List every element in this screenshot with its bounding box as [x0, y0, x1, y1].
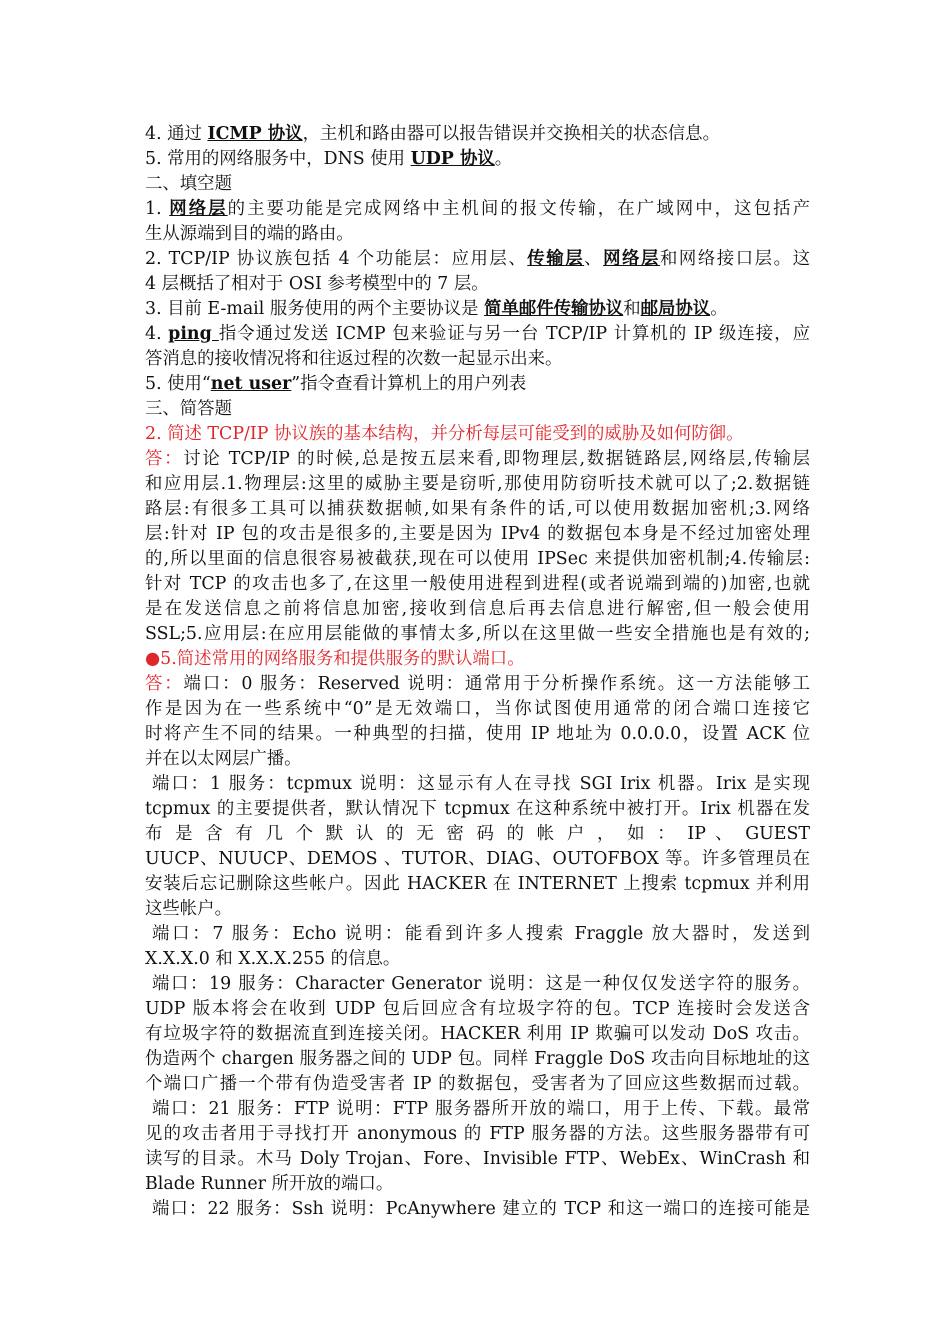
text-segment: 4. — [145, 324, 169, 344]
text-segment: UUCP、NUUCP、DEMOS 、TUTOR、DIAG、OUTOFBOX 等。许多管理员在 — [145, 849, 810, 869]
text-segment: ，主机和路由器可以报告错误并交换相关的状态信息。 — [302, 124, 720, 144]
text-line — [145, 922, 810, 947]
text-segment: 答消息的接收情况将和往返过程的次数一起显示出来。 — [145, 349, 563, 369]
underlined-answer: 网络层 — [603, 249, 660, 269]
text-segment: 3. 目前 E-mail 服务使用的两个主要协议是 — [145, 299, 485, 319]
text-line — [145, 1122, 810, 1147]
text-segment: X.X.X.0 和 X.X.X.255 的信息。 — [145, 949, 401, 969]
text-line — [145, 272, 810, 297]
highlight-text: ●5.简述常用的网络服务和提供服务的默认端口。 — [145, 649, 525, 669]
text-segment: 作是因为在一些系统中“0”是无效端口，当你试图使用通常的闭合端口连接它 — [145, 699, 810, 719]
text-line — [145, 197, 810, 222]
text-line — [145, 872, 810, 897]
text-line — [145, 822, 810, 847]
text-segment: 路层:有很多工具可以捕获数据帧,如果有条件的话,可以使用数据加密机;3.网络 — [145, 499, 810, 519]
text-segment: tcpmux 的主要提供者，默认情况下 tcpmux 在这种系统中被打开。Irix 机器在发 — [145, 799, 810, 819]
text-segment: 端口：7 服务：Echo 说明：能看到许多人搜索 Fraggle 放大器时，发送到 — [152, 924, 810, 944]
text-segment: 三、简答题 — [145, 399, 232, 419]
text-segment: 布 是 含 有 几 个 默 认 的 无 密 码 的 帐 户 ， 如 ： IP 、 GUEST — [145, 824, 810, 844]
text-line — [145, 247, 810, 272]
text-line — [145, 797, 810, 822]
text-segment: 伪造两个 chargen 服务器之间的 UDP 包。同样 Fraggle DoS 攻击向目标地址的这 — [145, 1049, 810, 1069]
underlined-answer: UDP 协议 — [410, 149, 495, 169]
underlined-answer: 网络层 — [169, 199, 228, 219]
highlight-text: 2. 简述 TCP/IP 协议族的基本结构，并分析每层可能受到的威胁及如何防御。 — [145, 424, 744, 444]
text-line — [145, 547, 810, 572]
text-segment: 端口：19 服务：Character Generator 说明：这是一种仅仅发送字符的服务。 — [152, 974, 810, 994]
text-segment: 是在发送信息之前将信息加密,接收到信息后再去信息进行解密,但一般会使用 — [145, 599, 810, 619]
text-line — [145, 597, 810, 622]
text-segment: 4. 通过 — [145, 124, 208, 144]
text-segment: UDP 版本将会在收到 UDP 包后回应含有垃圾字符的包。TCP 连接时会发送含 — [145, 999, 810, 1019]
text-line — [145, 747, 810, 772]
text-segment: 端口：22 服务：Ssh 说明：PcAnywhere 建立的 TCP 和这一端口的连接可能是 — [152, 1199, 810, 1219]
text-segment: 。 — [494, 149, 513, 169]
text-segment: 生从源端到目的端的路由。 — [145, 224, 354, 244]
text-segment: 见的攻击者用于寻找打开 anonymous 的 FTP 服务器的方法。这些服务器带有可 — [145, 1124, 810, 1144]
text-line — [145, 672, 810, 697]
text-line — [145, 897, 810, 922]
text-line — [145, 1022, 810, 1047]
text-segment: 和应用层.1.物理层:这里的威胁主要是窃听,那使用防窃听技术就可以了;2.数据链 — [145, 474, 810, 494]
text-segment: 端口：0 服务：Reserved 说明：通常用于分析操作系统。这一方法能够工 — [183, 674, 810, 694]
text-line — [145, 172, 810, 197]
text-line — [145, 522, 810, 547]
text-line — [145, 1072, 810, 1097]
text-segment: 讨论 TCP/IP 的时候,总是按五层来看,即物理层,数据链路层,网络层,传输层 — [183, 449, 810, 469]
text-line — [145, 697, 810, 722]
text-line — [145, 147, 810, 172]
highlight-text: 答： — [145, 449, 184, 469]
text-segment: 的主要功能是完成网络中主机间的报文传输，在广域网中，这包括产 — [227, 199, 810, 219]
text-line — [145, 1197, 810, 1222]
text-line — [145, 772, 810, 797]
text-segment: 5. 常用的网络服务中，DNS 使用 — [145, 149, 411, 169]
text-segment: 2. TCP/IP 协议族包括 4 个功能层：应用层、 — [145, 249, 528, 269]
text-segment: 有垃圾字符的数据流直到连接关闭。HACKER 利用 IP 欺骗可以发动 DoS 攻击。 — [145, 1024, 810, 1044]
text-line — [145, 472, 810, 497]
text-segment: 端口：1 服务：tcpmux 说明：这显示有人在寻找 SGI Irix 机器。Irix 是实现 — [152, 774, 810, 794]
text-line — [145, 422, 810, 447]
text-line — [145, 722, 810, 747]
text-segment: SSL;5.应用层:在应用层能做的事情太多,所以在这里做一些安全措施也是有效的; — [145, 624, 810, 644]
text-line — [145, 1047, 810, 1072]
text-segment: 4 层概括了相对于 OSI 参考模型中的 7 层。 — [145, 274, 489, 294]
text-segment: 并在以太网层广播。 — [145, 749, 302, 769]
text-segment: 层:针对 IP 包的攻击是很多的,主要是因为 IPv4 的数据包本身是不经过加密处理 — [145, 524, 810, 544]
highlight-text: 答： — [145, 674, 184, 694]
text-line — [145, 222, 810, 247]
text-line — [145, 947, 810, 972]
text-segment: 二、填空题 — [145, 174, 232, 194]
text-line — [145, 622, 810, 647]
text-segment: 5. 使用“ — [145, 374, 211, 394]
text-segment: 和 — [623, 299, 641, 319]
text-line — [145, 647, 810, 672]
underlined-answer: 传输层 — [527, 249, 585, 269]
document-body — [145, 122, 810, 1222]
text-segment: 和网络接口层。这 — [659, 249, 810, 269]
text-segment: 读写的目录。木马 Doly Trojan、Fore、Invisible FTP、WebEx、WinCrash 和 — [145, 1149, 810, 1169]
text-segment: 的,所以里面的信息很容易被截获,现在可以使用 IPSec 来提供加密机制;4.传输层: — [145, 549, 810, 569]
text-line — [145, 297, 810, 322]
text-line — [145, 122, 810, 147]
text-segment: 指令通过发送 ICMP 包来验证与另一台 TCP/IP 计算机的 IP 级连接，应 — [218, 324, 810, 344]
text-line — [145, 847, 810, 872]
underlined-answer: 简单邮件传输协议 — [484, 299, 624, 319]
underlined-answer: ping — [168, 324, 219, 344]
text-line — [145, 972, 810, 997]
text-line — [145, 347, 810, 372]
text-segment: 端口：21 服务：FTP 说明：FTP 服务器所开放的端口，用于上传、下载。最常 — [152, 1099, 810, 1119]
text-segment: 时将产生不同的结果。一种典型的扫描，使用 IP 地址为 0.0.0.0，设置 ACK 位 — [145, 724, 810, 744]
text-line — [145, 1172, 810, 1197]
text-segment: 针对 TCP 的攻击也多了,在这里一般使用进程到进程(或者说端到端的)加密,也就 — [145, 574, 810, 594]
text-line — [145, 997, 810, 1022]
text-line — [145, 1097, 810, 1122]
underlined-answer: net user — [210, 374, 292, 394]
underlined-answer: ICMP 协议 — [207, 124, 303, 144]
underlined-answer: 邮局协议 — [640, 299, 711, 319]
text-segment: 安装后忘记删除这些帐户。因此 HACKER 在 INTERNET 上搜索 tcpmux 并利用 — [145, 874, 810, 894]
text-segment: Blade Runner 所开放的端口。 — [145, 1174, 394, 1194]
text-line — [145, 572, 810, 597]
text-line — [145, 447, 810, 472]
text-line — [145, 497, 810, 522]
text-line — [145, 322, 810, 347]
text-line — [145, 372, 810, 397]
text-segment: 个端口广播一个带有伪造受害者 IP 的数据包，受害者为了回应这些数据而过载。 — [145, 1074, 810, 1094]
text-line — [145, 1147, 810, 1172]
text-segment: ”指令查看计算机上的用户列表 — [291, 374, 527, 394]
text-segment: 、 — [584, 249, 604, 269]
text-segment: 这些帐户。 — [145, 899, 232, 919]
text-line — [145, 397, 810, 422]
text-segment: 。 — [710, 299, 728, 319]
text-segment: 1. — [145, 199, 170, 219]
